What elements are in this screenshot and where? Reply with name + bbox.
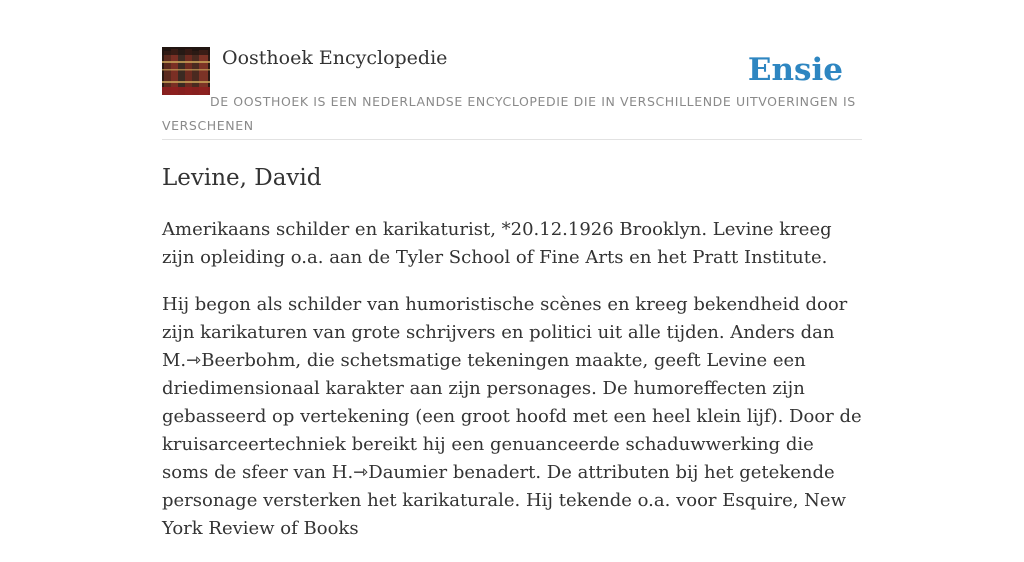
paragraph-main: [162, 291, 864, 543]
link-beerbohm[interactable]: [186, 350, 295, 371]
article-title: Levine, David: [162, 165, 322, 191]
paragraph-intro: Amerikaans schilder en karikaturist, *20.12.1926 Brooklyn. Levine kreeg zijn opleiding o.a. aan de Tyler School of Fine Arts en het Pratt Institute.: [162, 219, 832, 268]
article-body: [162, 216, 864, 562]
site-tagline: DE OOSTHOEK IS EEN NEDERLANDSE ENCYCLOPEDIE DIE IN VERSCHILLENDE UITVOERINGEN IS VERSCHENEN: [162, 94, 856, 133]
paragraph-text: Hij begon als schilder van humoristische scènes en kreeg bekendheid door zijn karikaturen van grote schrijvers en politici uit alle tijden. Anders dan M.: [162, 294, 848, 371]
site-header: [162, 46, 862, 140]
arrow-right-icon: ⇾: [186, 350, 202, 371]
paragraph-text: benadert. De attributen bij het getekende personage versterken het karikaturale. Hij tekende o.a. voor Esquire, New York Review of Books: [162, 462, 846, 539]
link-daumier-label: Daumier: [368, 462, 448, 483]
ensie-logo-link[interactable]: Ensie: [747, 52, 843, 88]
link-daumier[interactable]: [353, 462, 447, 483]
paragraph-text: , die schetsmatige tekeningen maakte, geeft Levine een driedimensionaal karakter aan zijn personages. De humoreffecten zijn gebasseerd op vertekening (een groot hoofd met een heel klein lijf). Door de kruisarceertechniek bereikt hij een genuanceerde schaduwwerking die soms de sfeer van H.: [162, 350, 862, 483]
arrow-right-icon: ⇾: [353, 462, 369, 483]
books-avatar-icon[interactable]: [162, 47, 210, 95]
site-name-link[interactable]: Oosthoek Encyclopedie: [222, 47, 448, 69]
link-beerbohm-label: Beerbohm: [201, 350, 296, 371]
